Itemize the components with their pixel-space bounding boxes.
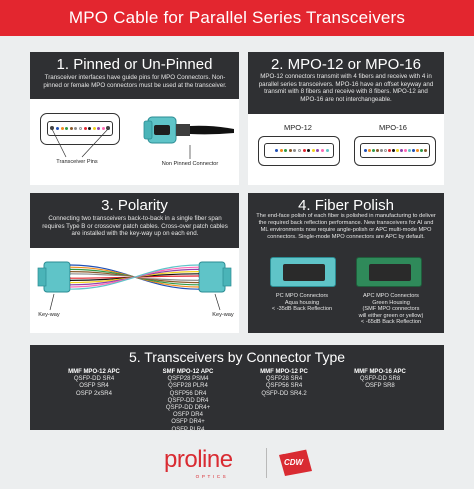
fiber-dot [316, 149, 319, 152]
apc-caption-line: Green Housing [372, 299, 410, 306]
column-item: OSFP DR4+ [171, 419, 205, 426]
logo-divider [266, 448, 267, 478]
fiber-dot [293, 149, 296, 152]
column-header: SMF MPO-12 APC [162, 369, 214, 375]
apc-caption-line: will either green or yellow) [358, 312, 424, 319]
mpo-12-connector-face [258, 136, 340, 166]
pc-caption-line: < -35dB Back Reflection [271, 306, 333, 313]
pinned-illustration [30, 99, 239, 185]
column-item: OSFP DR4 [173, 412, 203, 419]
fiber-dot [321, 149, 324, 152]
fiber-dot [307, 149, 310, 152]
fiber-dot [404, 149, 407, 152]
section-transceivers [30, 345, 444, 433]
column-item: OSFP 2xSR4 [76, 390, 112, 397]
pc-connector-icon [270, 257, 336, 287]
section-mpo-title: 2. MPO-12 or MPO-16 [270, 56, 422, 73]
keyway-right-label: Key-way [212, 312, 234, 318]
fiber-dot [368, 149, 371, 152]
proline-logo [164, 446, 260, 479]
section-pinned-body: Transceiver interfaces have guide pins for MPO Connectors. Non-pinned or female MPO connectors must be used at the transceiver. [43, 74, 227, 89]
page-header [0, 0, 474, 36]
column-item: QSFP-DD SR4.2 [261, 390, 307, 397]
fiber-dot [303, 149, 306, 152]
column-item: QSFP-DD SR8 [359, 376, 401, 383]
column-item: OSFP PLR4 [171, 426, 205, 433]
mpo-16-connector-face [354, 136, 436, 166]
section-pinned-title: 1. Pinned or Un-Pinned [56, 56, 213, 73]
section-transceivers-title: 5. Transceivers by Connector Type [128, 349, 346, 365]
column-item: QSFP-DD DR4+ [165, 405, 211, 412]
section-polarity [30, 193, 239, 333]
section-polarity-body: Connecting two transceivers back-to-back in a single fiber span requires Type B or crossover patch cables. Cross-over patch cables are installed with the key-way up on each end. [42, 215, 228, 238]
column-item: QSFP28 PLR4 [168, 383, 208, 390]
section-polarity-title: 3. Polarity [101, 197, 168, 214]
fiber-dot [416, 149, 419, 152]
apc-connector-icon [356, 257, 422, 287]
fiber-dot [284, 149, 287, 152]
fiber-dot [326, 149, 329, 152]
fiber-dot [420, 149, 423, 152]
fiber-dot [289, 149, 292, 152]
transceiver-pins-label: Transceiver Pins [56, 159, 98, 165]
fiber-dot [380, 149, 383, 152]
column-item: QSFP-DD DR4 [167, 397, 209, 404]
section-polish-title: 4. Fiber Polish [298, 197, 394, 214]
column-item: QSFP28 SR4 [265, 376, 303, 383]
fiber-dot [408, 149, 411, 152]
transceiver-column [148, 369, 228, 434]
pc-caption [258, 293, 346, 313]
apc-caption-line: APC MPO Connectors [363, 293, 419, 299]
section-mpo [248, 52, 444, 185]
fiber-dot [372, 149, 375, 152]
column-item: OSFP SR4 [79, 383, 109, 390]
column-header: MMF MPO-12 APC [68, 369, 120, 375]
column-item: QSFP56 DR4 [169, 390, 207, 397]
fiber-dot [376, 149, 379, 152]
cdw-wordmark: CDW [284, 458, 304, 467]
mpo-16-label: MPO-16 [379, 123, 407, 132]
fiber-dot [364, 149, 367, 152]
transceiver-column [54, 369, 134, 398]
section-polish-body: The end-face polish of each fiber is polished in manufacturing to deliver the required back reflection performance. New transceivers for AI and ML environments now require angle-polish or APC multi-mode MPO connectors. Single-mode MPO connectors are APC by default. [256, 213, 436, 240]
fiber-dot [400, 149, 403, 152]
proline-subtitle: OPTICS [195, 474, 229, 479]
apc-caption-line: < -65dB Back Reflection [360, 319, 422, 326]
fiber-dot [384, 149, 387, 152]
fiber-dot [424, 149, 427, 152]
fiber-dot [412, 149, 415, 152]
section-polish [248, 193, 444, 333]
section-pinned [30, 52, 239, 185]
transceiver-column [244, 369, 324, 398]
column-item: QSFP28 PSM4 [167, 376, 209, 383]
cdw-logo [276, 447, 316, 477]
apc-caption-line: (SMF MPO connectors [362, 306, 420, 313]
keyway-left-label: Key-way [38, 312, 60, 318]
mpo-12-fiber-dots [275, 149, 329, 152]
pc-caption-line: Aqua housing [284, 299, 320, 306]
apc-caption [346, 293, 436, 326]
non-pinned-connector-icon [134, 113, 234, 147]
page-title: MPO Cable for Parallel Series Transceivers [68, 8, 406, 27]
crossover-diagram [30, 248, 239, 333]
fiber-dot [298, 149, 301, 152]
column-item: QSFP-DD SR4 [73, 376, 115, 383]
polarity-illustration [30, 248, 239, 333]
column-item: QSFP56 SR4 [265, 383, 303, 390]
pc-connector-ferrule [283, 264, 325, 281]
fiber-dot [275, 149, 278, 152]
fiber-dot [280, 149, 283, 152]
column-header: MMF MPO-16 APC [354, 369, 406, 375]
transceiver-column [340, 369, 420, 391]
column-header: MMF MPO-12 PC [260, 369, 308, 375]
fiber-dot [396, 149, 399, 152]
fiber-dot [312, 149, 315, 152]
non-pinned-connector-label: Non Pinned Connector [161, 161, 219, 167]
column-item: OSFP SR8 [365, 383, 395, 390]
proline-wordmark: proline [164, 446, 233, 473]
pc-caption-line: PC MPO Connectors [275, 293, 329, 299]
section-mpo-body: MPO-12 connectors transmit with 4 fibers and receive with 4 in parallel series transceivers. MPO-16 have an offset keyway and transmit with 8 fibers and receive with 8 fibers. MPO-12 and MPO-16 are not interchangeable. [258, 73, 434, 103]
fiber-dot [388, 149, 391, 152]
apc-connector-ferrule [369, 264, 411, 281]
mpo-12-label: MPO-12 [284, 123, 312, 132]
mpo-16-fiber-dots [364, 149, 427, 152]
fiber-dot [392, 149, 395, 152]
mpo-illustration [248, 114, 444, 185]
